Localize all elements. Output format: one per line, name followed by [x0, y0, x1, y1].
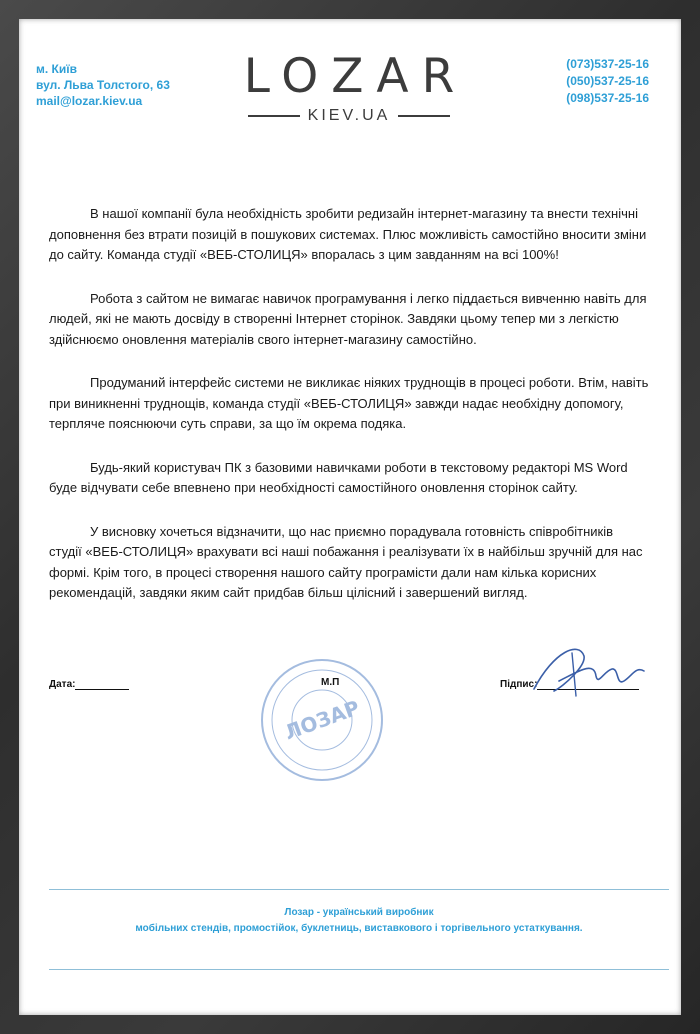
phone-1: (073)537-25-16: [566, 57, 649, 71]
paragraph-1: В нашої компанії була необхідність зробити редизайн інтернет-магазину та внести технічні доповнення без втрати позицій в пошукових системах. Плюс можливість самостійно вносити зміни до сайту. Команда студії «ВЕБ-СТОЛИЦЯ» впоралась з цим завданням на всі 100%!: [49, 206, 647, 262]
company-logo: [219, 49, 479, 125]
footer-line-2: мобільних стендів, промостійок, буклетниць, виставкового і торгівельного устаткування.: [135, 923, 583, 934]
logo-sub-text: KIEV.UA: [307, 107, 391, 124]
phone-block: [566, 56, 649, 107]
letter-body: [49, 204, 649, 627]
paragraph-4: Будь-який користувач ПК з базовими навичками роботи в текстовому редакторі MS Word буде відчувати себе впевнено при необхідності самостійного оновлення сторінок сайту.: [49, 459, 628, 495]
signature-label: Підпис:: [500, 679, 538, 690]
phone-3: (098)537-25-16: [566, 91, 649, 105]
paragraph-5: У висновку хочеться відзначити, що нас приємно порадувала готовність співробітників студії «ВЕБ-СТОЛИЦЯ» врахувати всі наші побажання і реалізувати їх в найбільш зручній для нас формі. Крім того, в процесі створення нашого сайту програмісти дали нам кілька корисних рекомендацій, завдяки яким сайт придбав більш цілісний і завершений вигляд.: [49, 523, 643, 600]
paragraph-2: Робота з сайтом не вимагає навичок програмування і легко піддається вивченню навіть для людей, які не мають досвіду в створенні Інтернет сторінок. Завдяки цьому тепер ми з легкістю здійснюємо оновлення матеріалів свого інтернет-магазину самостійно.: [49, 290, 647, 347]
letter-sheet: [19, 19, 681, 1015]
company-stamp: [257, 655, 387, 785]
footer-line-1: Лозар - український виробник: [284, 907, 434, 918]
date-field: [49, 679, 129, 690]
paragraph-3: Продуманий інтерфейс системи не викликає ніяких труднощів в процесі роботи. Втім, навіть при виникненні труднощів, команда студії «ВЕБ-СТОЛИЦЯ» завжди надає необхідну допомогу, терпляче пояснюючи суть справи, за що їм окрема подяка.: [49, 375, 649, 431]
city: м. Київ: [36, 62, 77, 76]
handwritten-signature: [524, 641, 654, 701]
logo-sub: [219, 107, 479, 125]
email: mail@lozar.kiev.ua: [36, 94, 143, 108]
phone-2: (050)537-25-16: [566, 74, 649, 88]
logo-main-text: LOZAR: [243, 49, 468, 104]
date-label: Дата:: [49, 679, 76, 690]
footer-rule-bottom: [49, 969, 669, 970]
address-block: [36, 61, 170, 109]
footer: [49, 905, 669, 937]
stamp-label: М.П: [321, 677, 340, 688]
street: вул. Льва Толстого, 63: [36, 78, 170, 92]
footer-rule-top: [49, 889, 669, 890]
date-line: [75, 679, 129, 690]
svg-text:ЛОЗАР: ЛОЗАР: [281, 695, 363, 745]
logo-rule-left: [248, 115, 300, 117]
logo-rule-right: [398, 115, 450, 117]
